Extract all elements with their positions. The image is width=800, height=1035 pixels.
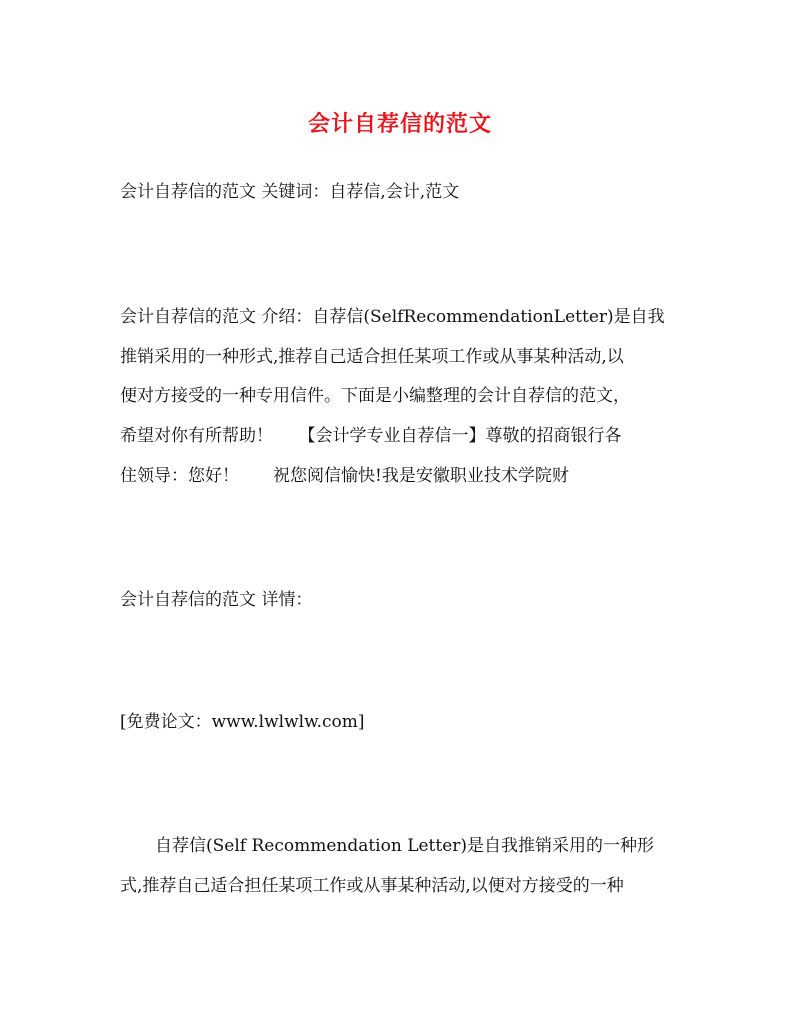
keywords-line: 会计自荐信的范文 关键词：自荐信,会计,范文 [120,182,460,202]
body-line: 自荐信(Self Recommendation Letter)是自我推销采用的一种形 [155,836,655,856]
intro-line: 便对方接受的一种专用信件。下面是小编整理的会计自荐信的范文， [120,386,630,406]
intro-line: 会计自荐信的范文 介绍：自荐信(SelfRecommendationLetter)是自我 [120,307,665,327]
details-line: 会计自荐信的范文 详情： [120,590,313,610]
intro-line: 希望对你有所帮助！ 【会计学专业自荐信一】尊敬的招商银行各 [120,426,622,446]
source-link-line: [免费论文：www.lwlwlw.com] [120,712,365,732]
body-line: 式,推荐自己适合担任某项工作或从事某种活动,以便对方接受的一种 [120,876,624,896]
intro-line: 住领导：您好！ 祝您阅信愉快!我是安徽职业技术学院财 [120,466,569,486]
intro-line: 推销采用的一种形式,推荐自己适合担任某项工作或从事某种活动,以 [120,347,624,367]
document-title: 会计自荐信的范文 [307,111,492,137]
